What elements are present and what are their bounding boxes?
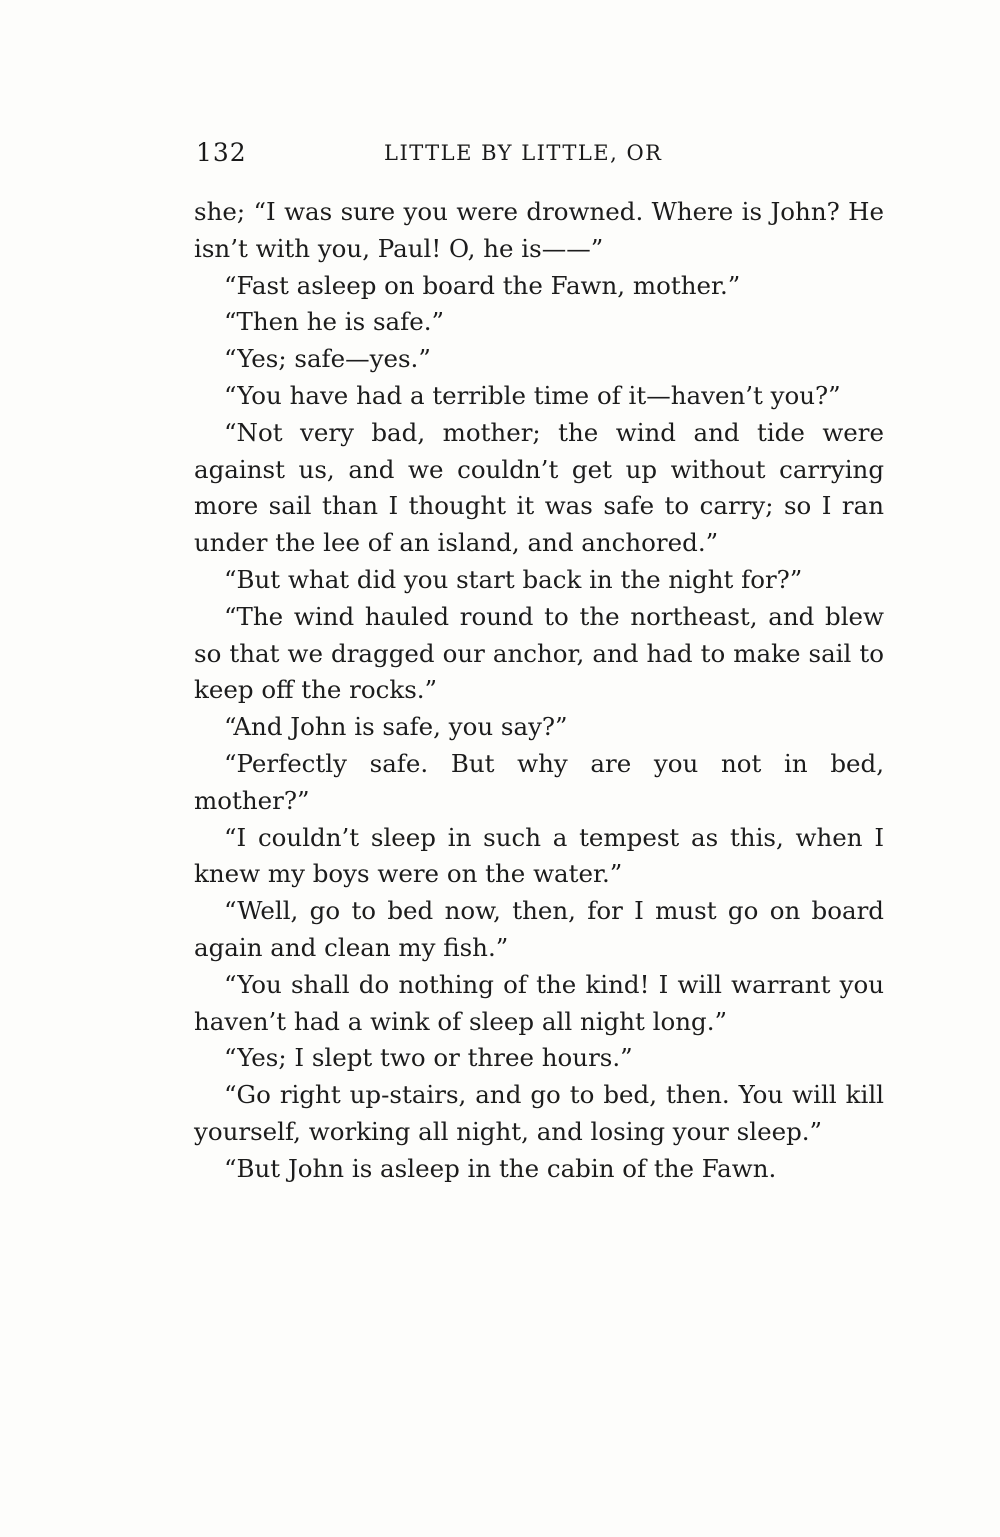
paragraph: “Go right up-stairs, and go to bed, then. You will kill yourself, working all night, and losing your sleep.” [194,1080,884,1146]
page-header [196,138,886,174]
paragraph: “Well, go to bed now, then, for I must go on board again and clean my fish.” [194,896,884,962]
paragraph: “I couldn’t sleep in such a tempest as this, when I knew my boys were on the water.” [194,822,884,889]
paragraph: “Not very bad, mother; the wind and tide were against us, and we couldn’t get up without carrying more sail than I thought it was safe to carry; so I ran under the lee of an island, and anchored.” [194,417,884,558]
running-head: LITTLE BY LITTLE, OR [384,141,663,165]
paragraph: “Fast asleep on board the Fawn, mother.” [224,270,741,300]
body-text [194,194,884,1188]
paragraph: “Yes; I slept two or three hours.” [224,1043,633,1073]
paragraph: “You have had a terrible time of it—haven’t you?” [224,380,841,410]
paragraph: “You shall do nothing of the kind! I will warrant you haven’t had a wink of sleep all night long.” [194,969,884,1036]
paragraph: “But what did you start back in the night for?” [224,564,803,594]
paragraph: “Then he is safe.” [224,307,445,337]
paragraph: “Perfectly safe. But why are you not in bed, mother?” [194,748,884,815]
paragraph: “The wind hauled round to the northeast, and blew so that we dragged our anchor, and had to make sail to keep off the rocks.” [194,601,884,705]
paragraph: “But John is asleep in the cabin of the Fawn. [224,1153,777,1183]
paragraph: “And John is safe, you say?” [224,712,568,742]
page-number: 132 [196,138,247,167]
paragraph: she; “I was sure you were drowned. Where is John? He isn’t with you, Paul! O, he is——” [194,197,884,263]
paragraph: “Yes; safe—yes.” [224,344,431,374]
